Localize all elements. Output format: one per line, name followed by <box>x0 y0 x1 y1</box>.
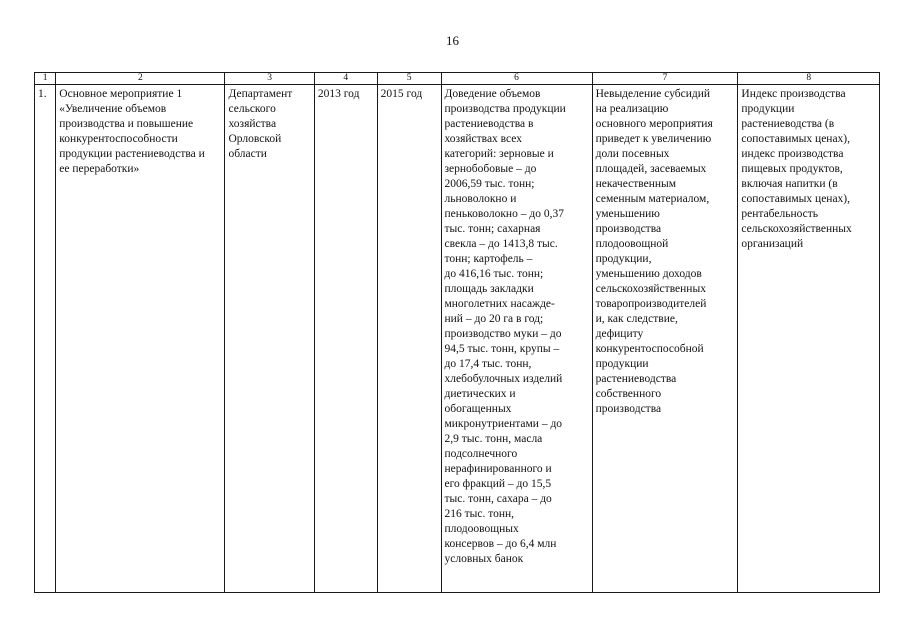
column-number: 6 <box>441 73 592 85</box>
column-number: 4 <box>314 73 377 85</box>
start-year-cell <box>314 85 377 593</box>
expected-result-text: Доведение объемов производства продукции растениеводства в хозяйствах всех категорий: зерновые и зернобобовые – до 2006,59 тыс. тонн; льноволокно и пеньковолокно – до 0,37 тыс. тонн; сахарная свекла – до 1413,8 тыс. тонн; картофель – до 416,16 тыс. тонн; площадь закладки многолетних насажде- ний – до 20 га в год; производство муки – до 94,5 тыс. тонн, крупы – до 17,4 тыс. тонн, хлебобулочных изделий диетических и обогащенных микронутриентами – до 2,9 тыс. тонн, масла подсолнечного нерафинированного и его фракций – до 15,5 тыс. тонн, сахара – до 216 тыс. тонн, плодоовощных консервов – до 6,4 млн условных банок <box>444 88 566 565</box>
row-number: 1. <box>38 88 47 100</box>
column-number: 2 <box>56 73 225 85</box>
consequences-text: Невыделение субсидий на реализацию основного мероприятия приведет к увеличению доли посевных площадей, засеваемых некачественным семенным материалом, уменьшению производства плодоовощной продукции, уменьшению доходов сельскохозяйственных товаропроизводителей и, как следствие, дефициту конкурентоспособной продукции растениеводства собственного производства <box>595 88 713 415</box>
end-year-cell <box>377 85 441 593</box>
activity-cell <box>56 85 225 593</box>
indicators-cell <box>738 85 880 593</box>
executor-text: Департамент сельского хозяйства Орловской области <box>228 88 293 160</box>
start-year: 2013 год <box>317 88 360 100</box>
column-number: 8 <box>738 73 880 85</box>
column-number: 3 <box>225 73 314 85</box>
page-number: 16 <box>446 33 459 48</box>
row-number-cell <box>35 85 56 593</box>
table-row <box>35 85 880 593</box>
column-number: 5 <box>377 73 441 85</box>
program-table <box>34 72 880 593</box>
expected-result-cell <box>441 85 592 593</box>
end-year: 2015 год <box>380 88 423 100</box>
executor-cell <box>225 85 314 593</box>
indicators-text: Индекс производства продукции растениеводства (в сопоставимых ценах), индекс производства пищевых продуктов, включая напитки (в сопоставимых ценах), рентабельность сельскохозяйственных организаций <box>741 88 852 250</box>
column-number: 7 <box>592 73 738 85</box>
activity-text: Основное мероприятие 1 «Увеличение объемов производства и повышение конкурентоспособности продукции растениеводства и ее переработки» <box>59 88 205 175</box>
column-number: 1 <box>35 73 56 85</box>
column-number-row <box>35 73 880 85</box>
consequences-cell <box>592 85 738 593</box>
